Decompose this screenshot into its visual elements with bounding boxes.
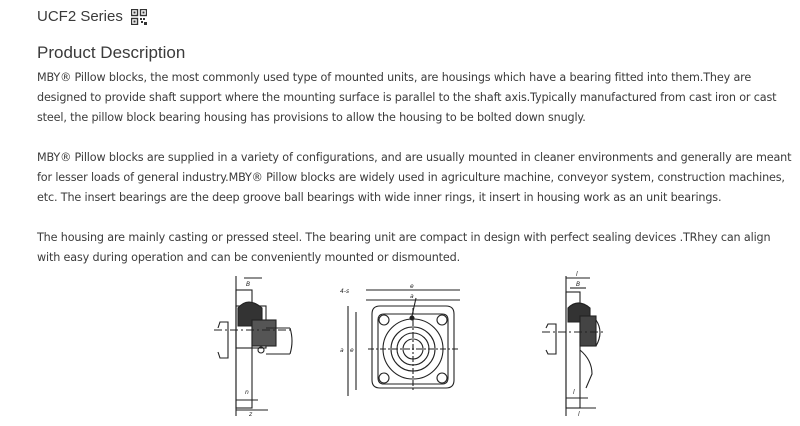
side-view-drawing-left <box>214 276 292 418</box>
svg-text:a: a <box>340 347 344 354</box>
series-title <box>37 8 147 25</box>
svg-text:l: l <box>573 389 575 396</box>
svg-text:e: e <box>410 283 414 290</box>
qr-code-icon[interactable] <box>131 9 147 25</box>
svg-text:n: n <box>245 389 249 396</box>
svg-text:4-s: 4-s <box>340 288 350 295</box>
svg-text:l: l <box>576 271 578 278</box>
svg-text:z: z <box>249 411 253 418</box>
series-title-text: UCF2 Series <box>37 8 123 25</box>
svg-text:a: a <box>410 293 414 300</box>
svg-text:l: l <box>578 411 580 418</box>
side-view-drawing-right <box>542 271 606 418</box>
svg-text:e: e <box>350 347 354 354</box>
technical-drawings <box>0 268 800 426</box>
description-paragraph-1: MBY® Pillow blocks, the most commonly used type of mounted units, are housings which have a bearing fitted into them.They are designed to provide shaft support where the mounting surface is parallel to the shaft axis.Typically manufactured from cast iron or cast steel, the pillow block bearing housing has provisions to allow the housing to be bolted down snugly. <box>37 71 777 124</box>
description-paragraph-3: The housing are mainly casting or pressed steel. The bearing unit are compact in design with perfect sealing devices .TRhey can align with easy during operation and can be conveniently mounted or dismounted. <box>37 231 771 264</box>
front-view-drawing-center <box>340 283 460 396</box>
svg-text:B: B <box>246 281 251 288</box>
product-description-title: Product Description <box>37 43 186 62</box>
description-paragraph-2: MBY® Pillow blocks are supplied in a variety of configurations, and are usually mounted in cleaner environments and generally are meant for lesser loads of general industry.MBY® Pillow blocks are widely used in agriculture machine, conveyor system, construction machines, etc. The insert bearings are the deep groove ball bearings with wide inner rings, it insert in housing work as an unit bearings. <box>37 151 792 204</box>
svg-text:B: B <box>576 281 581 288</box>
